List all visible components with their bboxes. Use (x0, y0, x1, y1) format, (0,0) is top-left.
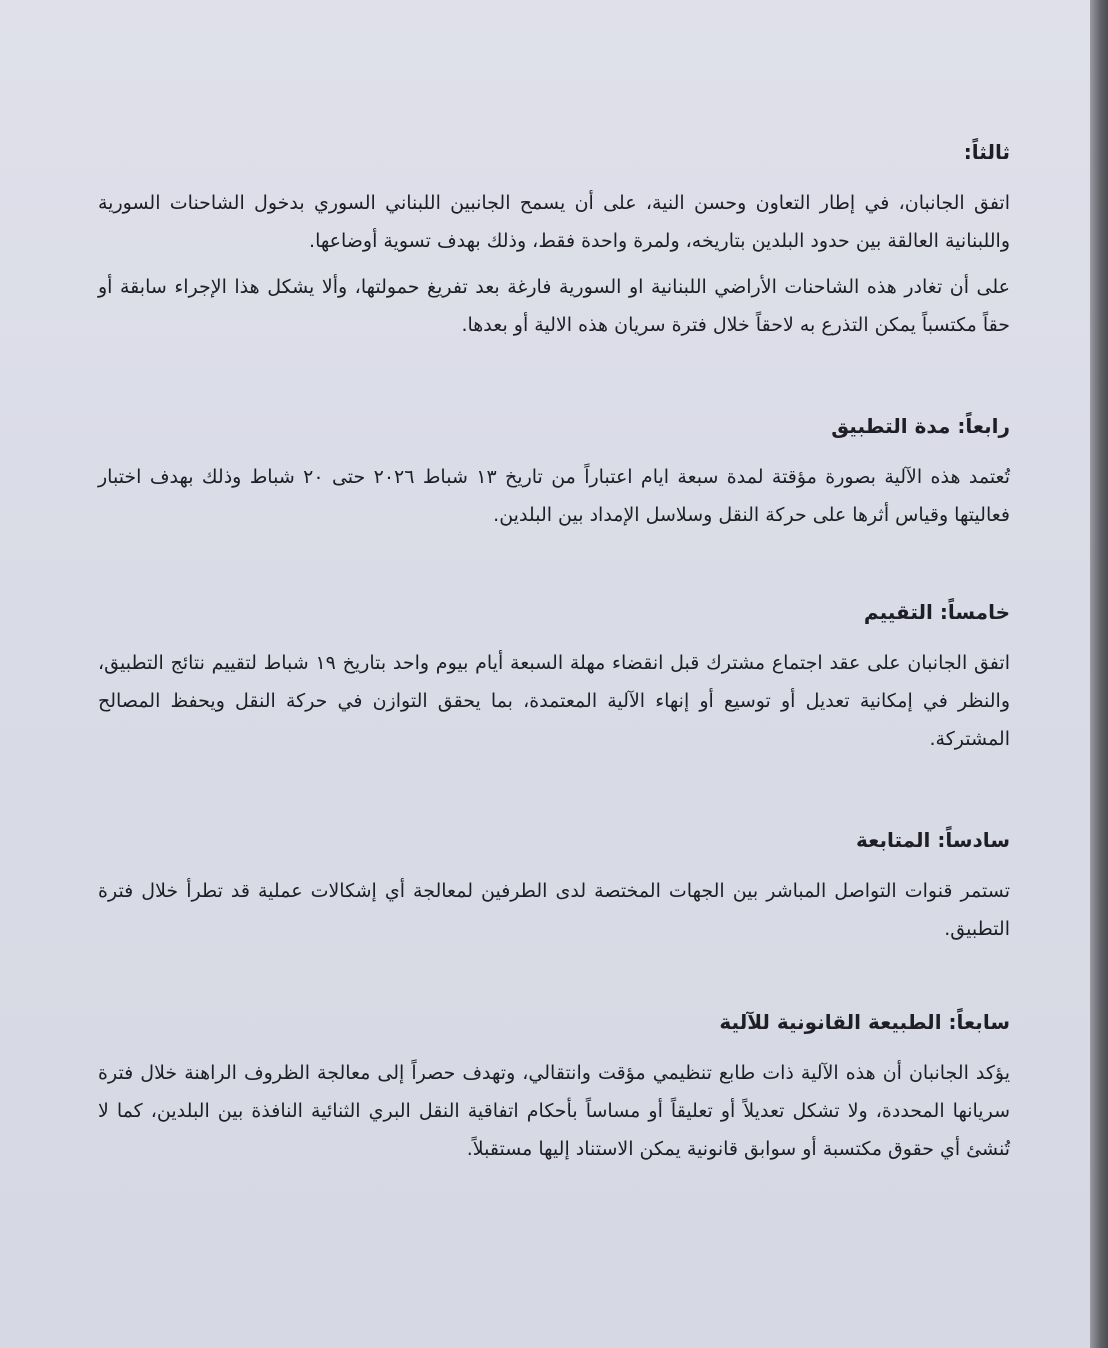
section-sixth-followup (98, 820, 1010, 948)
section-seventh-legal-nature (98, 1002, 1010, 1168)
section-paragraph: تستمر قنوات التواصل المباشر بين الجهات المختصة لدى الطرفين لمعالجة أي إشكالات عملية قد تطرأ خلال فترة التطبيق. (98, 880, 1010, 940)
section-heading: ثالثاً: (963, 140, 1010, 164)
document-body (98, 132, 1010, 1176)
section-third (98, 132, 1010, 344)
section-paragraph: تُعتمد هذه الآلية بصورة مؤقتة لمدة سبعة ايام اعتباراً من تاريخ ١٣ شباط ٢٠٢٦ حتى ٢٠ شباط وذلك بهدف اختبار فعاليتها وقياس أثرها على حركة النقل وسلاسل الإمداد بين البلدين. (98, 466, 1011, 526)
section-paragraph: اتفق الجانبان على عقد اجتماع مشترك قبل انقضاء مهلة السبعة أيام بيوم واحد بتاريخ ١٩ شباط لتقييم نتائج التطبيق، والنظر في إمكانية تعديل أو توسيع أو إنهاء الآلية المعتمدة، بما يحقق التوازن في حركة النقل ويحفظ المصالح المشتركة. (98, 652, 1010, 750)
section-paragraph: اتفق الجانبان، في إطار التعاون وحسن النية، على أن يسمح الجانبين اللبناني السوري بدخول الشاحنات السورية واللبنانية العالقة بين حدود البلدين بتاريخه، ولمرة واحدة فقط، وذلك بهدف تسوية أوضاعها. (98, 192, 1010, 252)
section-heading: سابعاً: الطبيعة القانونية للآلية (719, 1010, 1010, 1034)
section-fourth-duration (98, 406, 1010, 534)
section-heading: خامساً: التقييم (863, 600, 1010, 624)
section-paragraph: على أن تغادر هذه الشاحنات الأراضي اللبنانية او السورية فارغة بعد تفريغ حمولتها، وألا يشكل هذا الإجراء سابقة أو حقاً مكتسباً يمكن التذرع به لاحقاً خلال فترة سريان هذه الالية أو بعدها. (98, 276, 1010, 336)
page-edge-shadow (1090, 0, 1108, 1348)
section-fifth-evaluation (98, 592, 1010, 758)
section-heading: رابعاً: مدة التطبيق (831, 414, 1010, 438)
section-paragraph: يؤكد الجانبان أن هذه الآلية ذات طابع تنظيمي مؤقت وانتقالي، وتهدف حصراً إلى معالجة الظروف الراهنة خلال فترة سريانها المحددة، ولا تشكل تعديلاً أو تعليقاً أو مساساً بأحكام اتفاقية النقل البري الثنائية النافذة بين البلدين، كما لا تُنشئ أي حقوق مكتسبة أو سوابق قانونية يمكن الاستناد إليها مستقبلاً. (98, 1062, 1010, 1160)
section-heading: سادساً: المتابعة (856, 828, 1010, 852)
